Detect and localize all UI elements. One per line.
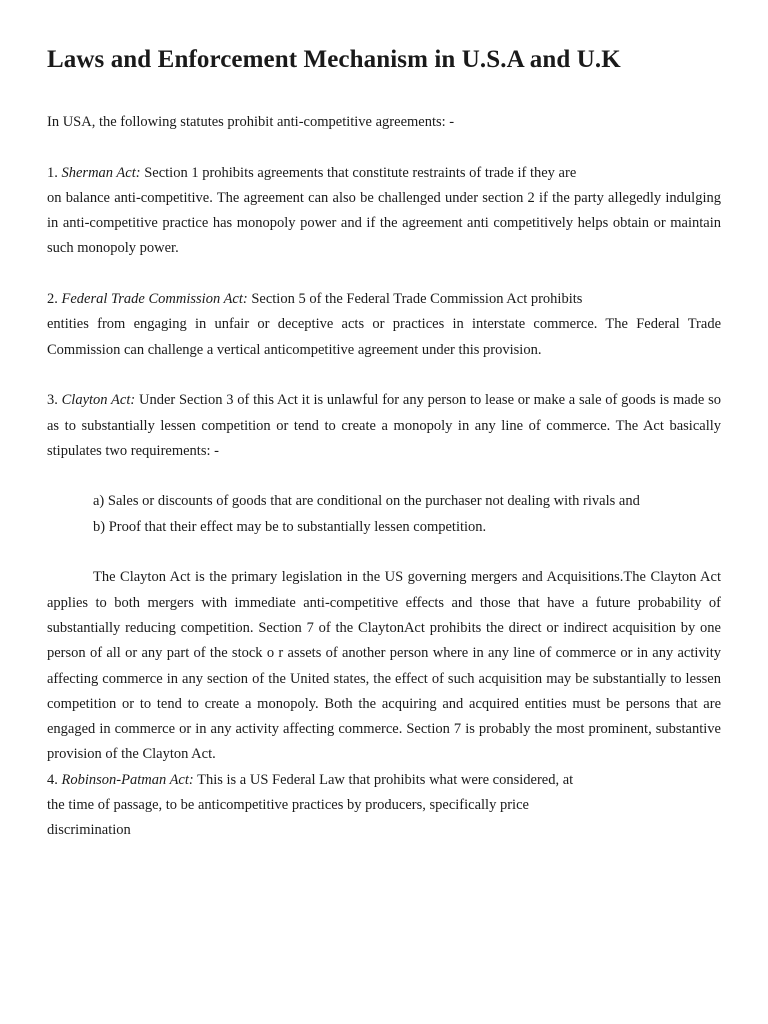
statute-item-sherman bbox=[47, 161, 721, 262]
statute-item-robinson-patman bbox=[47, 768, 721, 844]
statute-name: Clayton Act: bbox=[61, 392, 136, 409]
statute-body: Under Section 3 of this Act it is unlawful for any person to lease or make a sale of goods is made so as to substantially lessen competition or tend to create a monopoly in any line of commerce. The Act basically stipulates two requirements: - bbox=[47, 392, 721, 459]
statute-number: 3. bbox=[47, 392, 58, 409]
statute-name: Federal Trade Commission Act: bbox=[61, 291, 248, 308]
statute-text bbox=[47, 388, 721, 464]
statute-body: on balance anti-competitive. The agreement can also be challenged under section 2 if the party allegedly indulging in anti-competitive practice has monopoly power and if the agreement anti competitively helps obtain or maintain such monopoly power. bbox=[47, 189, 721, 257]
statute-first-line bbox=[47, 768, 721, 793]
statute-line-text: the time of passage, to be anticompetitive practices by producers, specifically price bbox=[47, 797, 529, 814]
page-title: Laws and Enforcement Mechanism in U.S.A and U.K bbox=[47, 46, 621, 73]
clayton-paragraph: The Clayton Act is the primary legislation in the US governing mergers and Acquisitions.The Clayton Act applies to both mergers with immediate anti-competitive effects and those that have a future probability of substantially reducing competition. Section 7 of the ClaytonAct prohibits the direct or indirect acquisition by one person of all or any part of the stock o r assets of another person where in any line of commerce or in any activity affecting commerce in any section of the United states, the effect of such acquisition may be substantially to lessen competition or to tend to create a monopoly. Both the acquiring and acquired entities must be persons that are engaged in commerce or in any activity affecting commerce. Section 7 is probably the most prominent, substantive provision of the Clayton Act. bbox=[47, 569, 721, 763]
statute-name: Sherman Act: bbox=[61, 164, 141, 181]
statute-name: Robinson-Patman Act: bbox=[61, 771, 194, 788]
statute-first-line bbox=[47, 161, 721, 186]
statute-body: entities from engaging in unfair or deceptive acts or practices in interstate commerce. The Federal Trade Commission can challenge a vertical anticompetitive agreement under this provision. bbox=[47, 316, 721, 358]
document-body bbox=[47, 40, 721, 844]
requirement-item: b) Proof that their effect may be to substantially lessen competition. bbox=[93, 518, 487, 535]
statute-line-text: This is a US Federal Law that prohibits what were considered, at bbox=[197, 771, 574, 788]
statute-first-line-text: Section 5 of the Federal Trade Commission Act prohibits bbox=[251, 291, 583, 308]
statute-number: 4. bbox=[47, 771, 58, 788]
statute-number: 1. bbox=[47, 164, 58, 181]
statute-line-text: discrimination bbox=[47, 822, 131, 839]
statute-first-line-text: Section 1 prohibits agreements that constitute restraints of trade if they are bbox=[144, 164, 577, 181]
requirement-item: a) Sales or discounts of goods that are conditional on the purchaser not dealing with rivals and bbox=[93, 493, 640, 510]
requirements-list bbox=[93, 489, 721, 540]
statute-number: 2. bbox=[47, 291, 58, 308]
intro-text: In USA, the following statutes prohibit anti-competitive agreements: - bbox=[47, 114, 455, 130]
statute-item-clayton bbox=[47, 388, 721, 464]
statute-item-ftc bbox=[47, 287, 721, 363]
statute-first-line bbox=[47, 287, 721, 312]
